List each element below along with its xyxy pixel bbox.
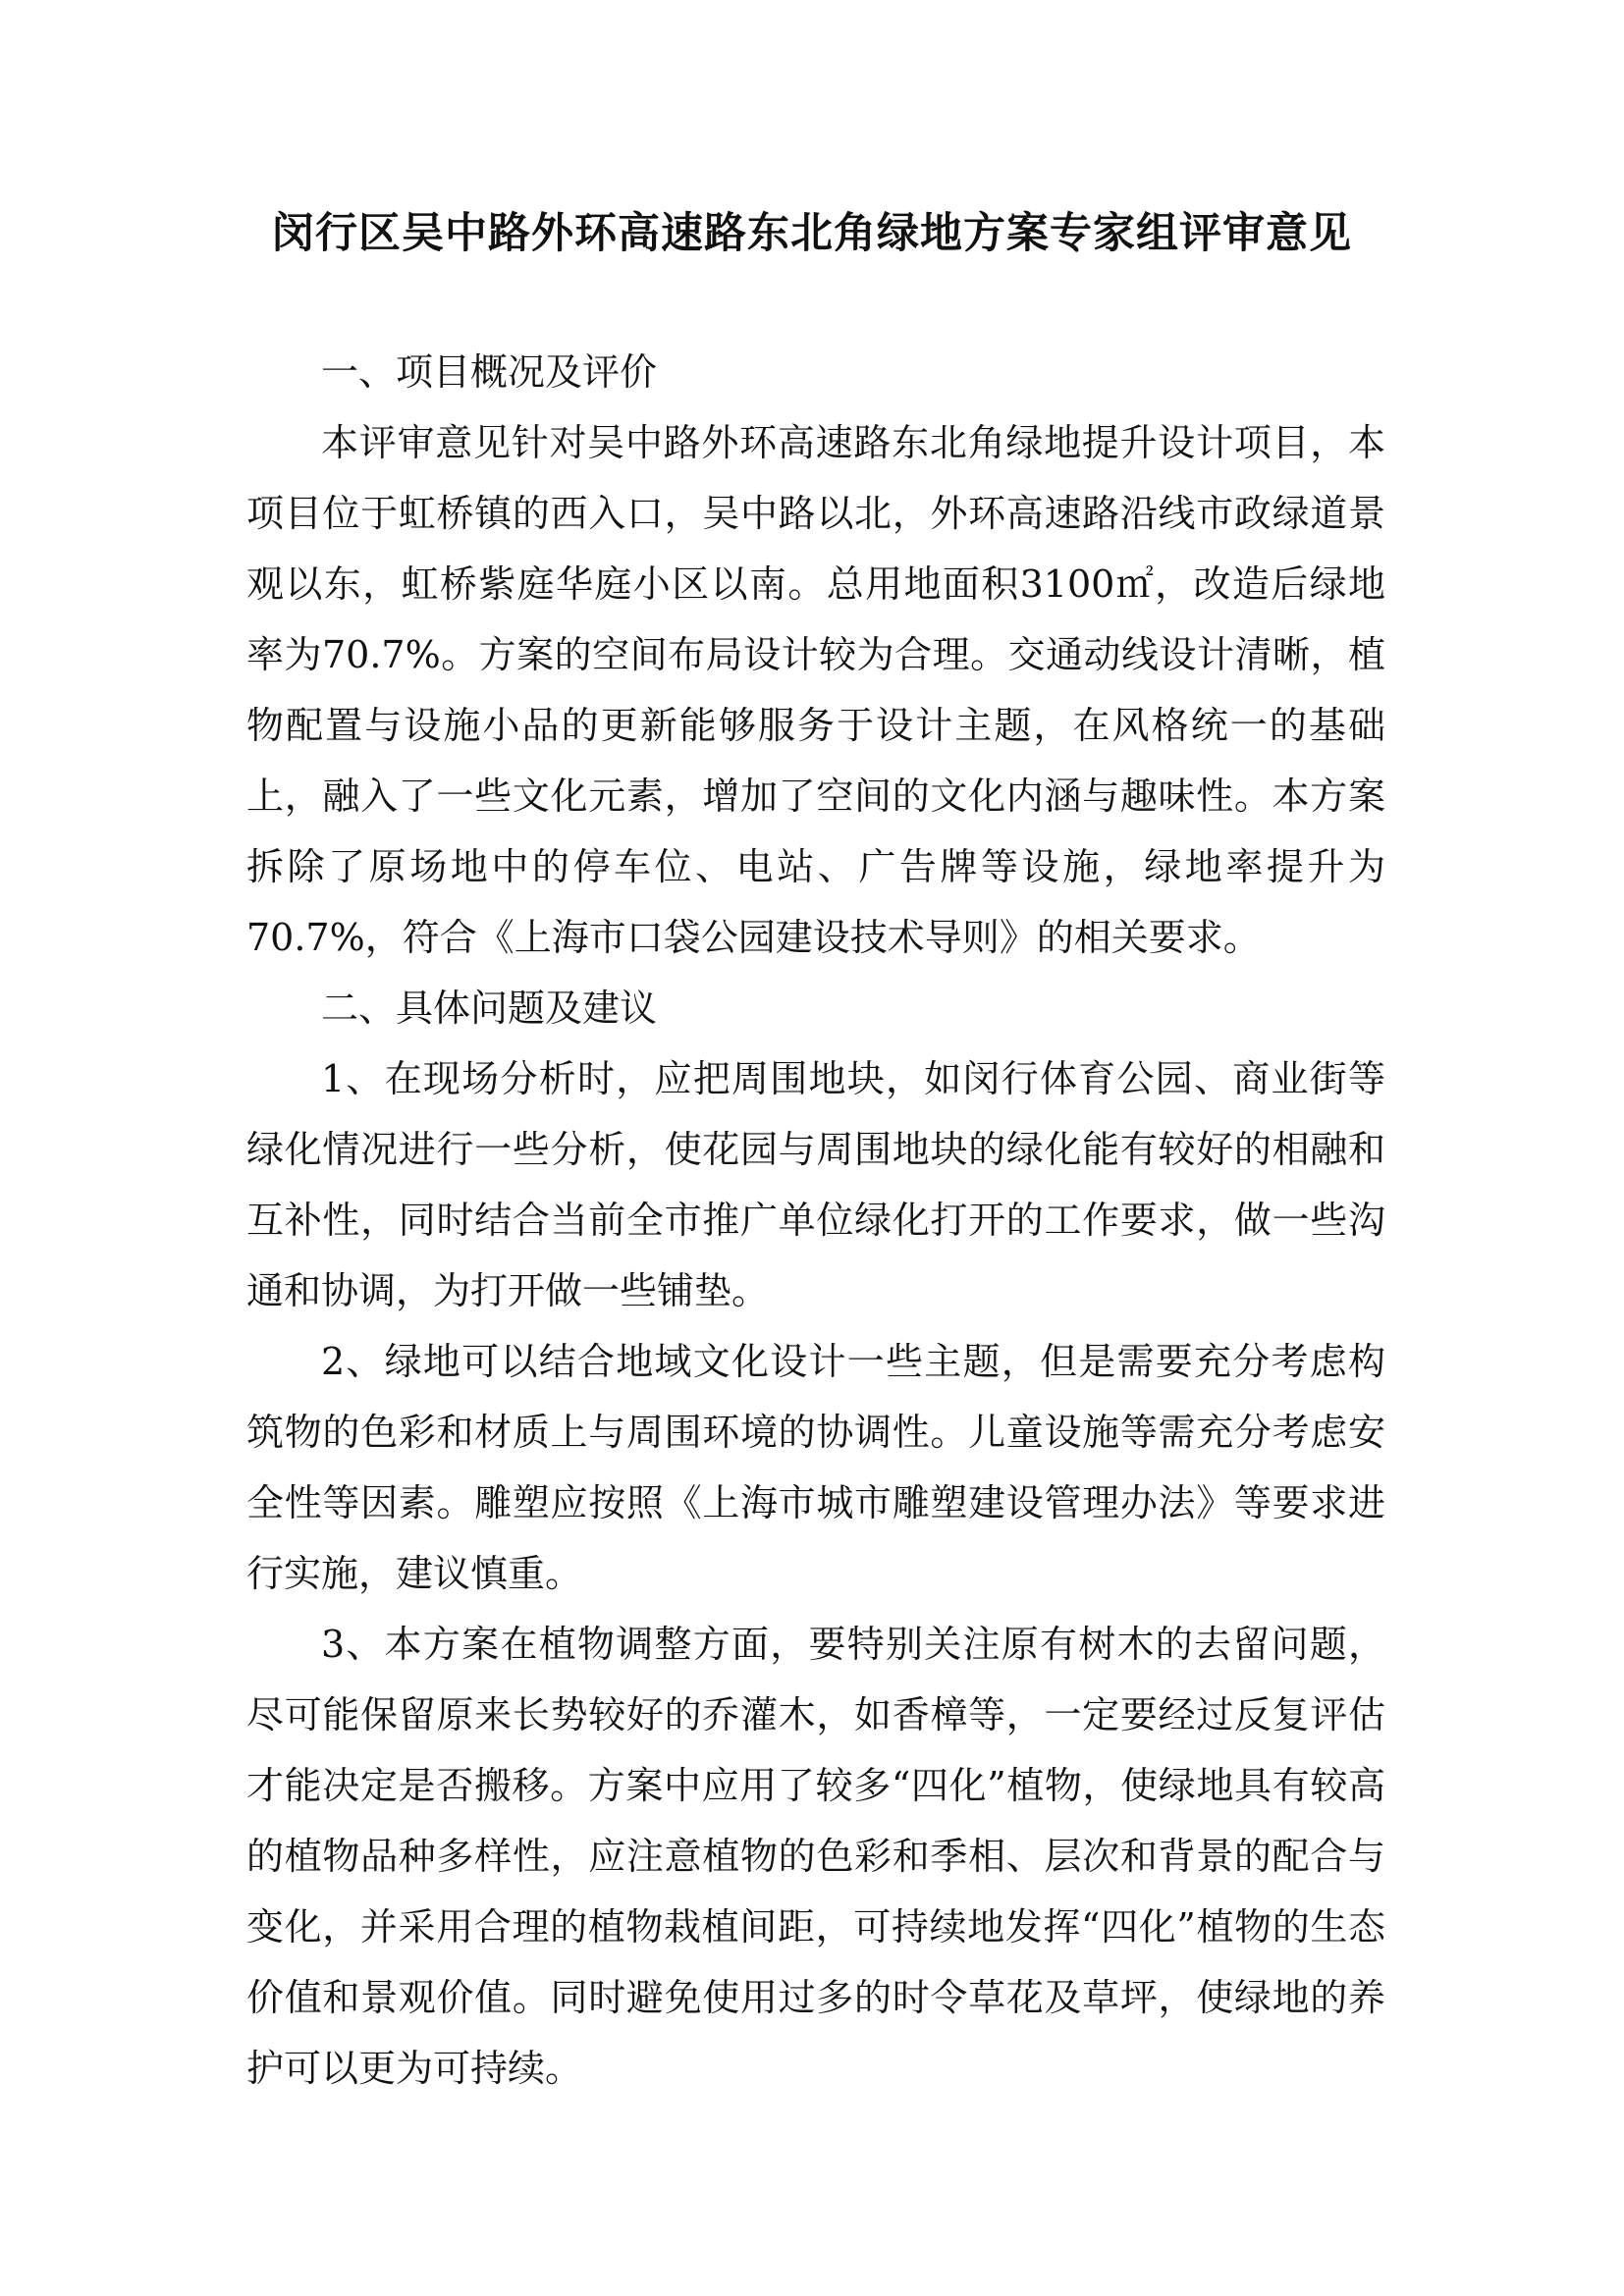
section-heading-overview: 一、项目概况及评价 xyxy=(321,350,658,394)
paragraph-suggestion-2: 2、绿地可以结合地域文化设计一些主题，但是需要充分考虑构筑物的色彩和材质上与周围环境的协调性。儿童设施等需充分考虑安全性等因素。雕塑应按照《上海市城市雕塑建设管理办法》等要求进行实施，建议慎重。 xyxy=(246,1340,1385,1595)
section-heading-suggestions: 二、具体问题及建议 xyxy=(321,987,658,1030)
document-body xyxy=(246,337,1385,2104)
paragraph-overview: 本评审意见针对吴中路外环高速路东北角绿地提升设计项目，本项目位于虹桥镇的西入口，吴中路以北，外环高速路沿线市政绿道景观以东，虹桥紫庭华庭小区以南。总用地面积3100㎡，改造后绿地率为70.7%。方案的空间布局设计较为合理。交通动线设计清晰，植物配置与设施小品的更新能够服务于设计主题，在风格统一的基础上，融入了一些文化元素，增加了空间的文化内涵与趣味性。本方案拆除了原场地中的停车位、电站、广告牌等设施，绿地率提升为70.7%，符合《上海市口袋公园建设技术导则》的相关要求。 xyxy=(246,421,1385,959)
paragraph-suggestion-3: 3、本方案在植物调整方面，要特别关注原有树木的去留问题，尽可能保留原来长势较好的乔灌木，如香樟等，一定要经过反复评估才能决定是否搬移。方案中应用了较多“四化”植物，使绿地具有较高的植物品种多样性，应注意植物的色彩和季相、层次和背景的配合与变化，并采用合理的植物栽植间距，可持续地发挥“四化”植物的生态价值和景观价值。同时避免使用过多的时令草花及草坪，使绿地的养护可以更为可持续。 xyxy=(246,1623,1385,2090)
paragraph-suggestion-1: 1、在现场分析时，应把周围地块，如闵行体育公园、商业街等绿化情况进行一些分析，使花园与周围地块的绿化能有较好的相融和互补性，同时结合当前全市推广单位绿化打开的工作要求，做一些沟通和协调，为打开做一些铺垫。 xyxy=(246,1057,1385,1312)
document-title: 闵行区吴中路外环高速路东北角绿地方案专家组评审意见 xyxy=(272,209,1352,258)
